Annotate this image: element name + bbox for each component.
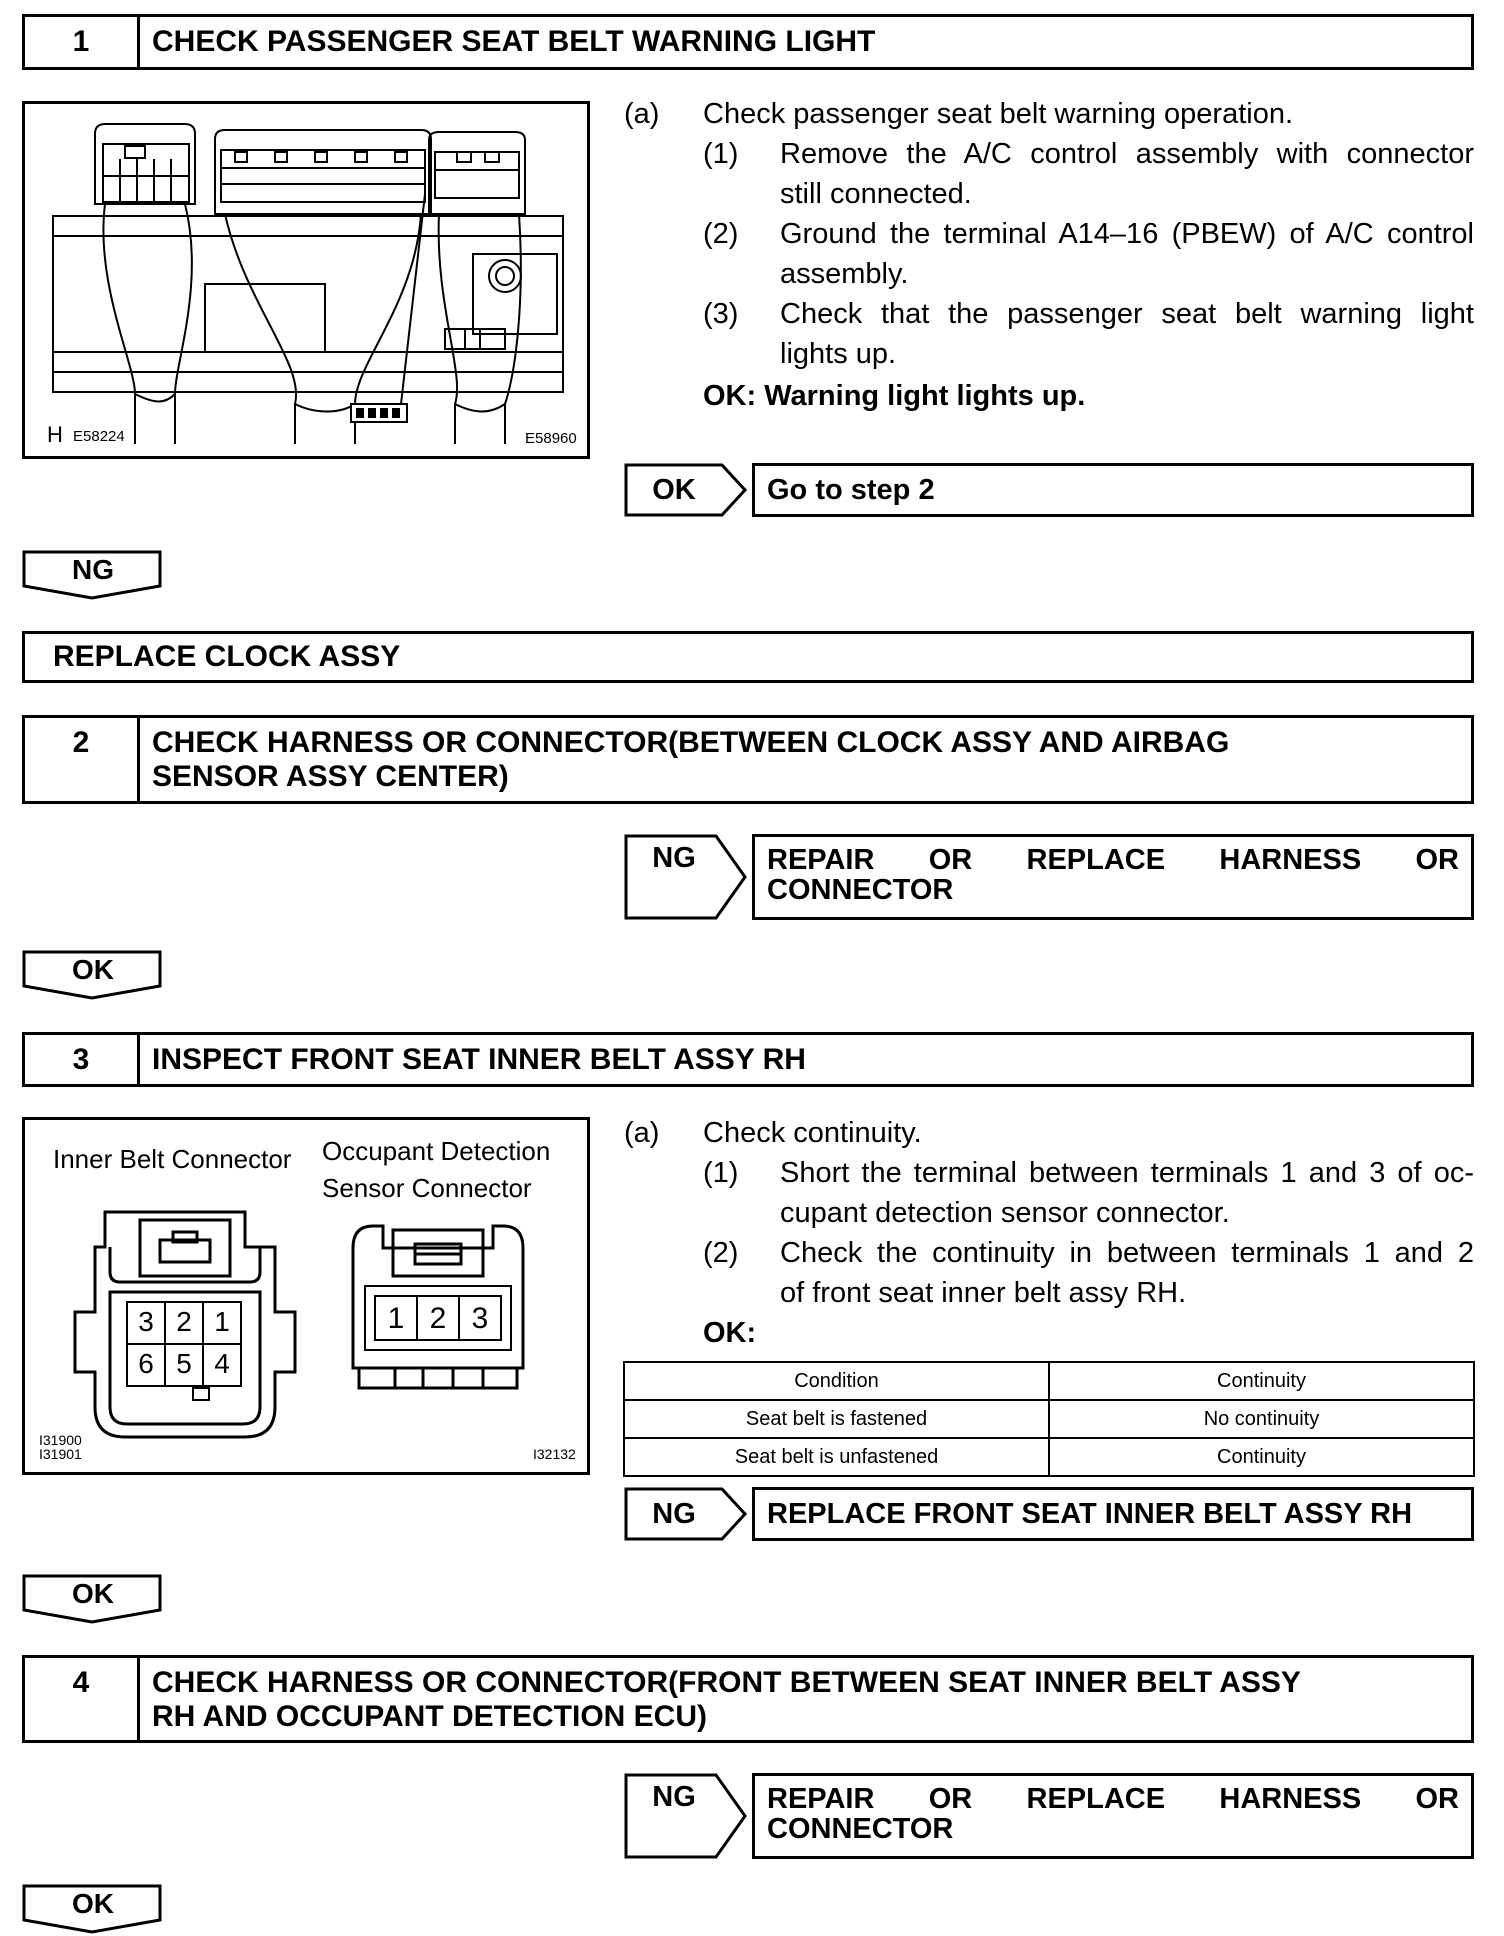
step-1-item-1-label: (1): [703, 138, 739, 170]
step-3-ng-result: [752, 1487, 1474, 1541]
occ-pin: 3: [471, 1302, 489, 1335]
step-title-line-1: CHECK HARNESS OR CONNECTOR(FRONT BETWEEN SEAT INNER BELT ASSY: [152, 1666, 1301, 1699]
step-1-item-1-line-2: still connected.: [780, 178, 972, 210]
result-word: OR: [1415, 844, 1459, 876]
table-cell: No continuity: [1049, 1400, 1474, 1438]
tag-label: NG: [72, 554, 114, 585]
step-title-line-2: RH AND OCCUPANT DETECTION ECU): [152, 1700, 707, 1733]
ac-control-connector-illustration: [25, 104, 587, 456]
step-title-line-1: CHECK HARNESS OR CONNECTOR(BETWEEN CLOCK ASSY AND AIRBAG: [152, 726, 1230, 759]
step-2-header: [22, 715, 1474, 804]
step-3-ok-label: OK:: [703, 1317, 757, 1349]
step-1-item-2-label: (2): [703, 218, 739, 250]
tag-label: NG: [652, 1498, 696, 1530]
occupant-detection-label-line-1: Occupant Detection: [322, 1136, 551, 1166]
step-1-item-2-line-2: assembly.: [780, 258, 909, 290]
step-4-ng-result: [752, 1773, 1474, 1859]
table-cell: Seat belt is unfastened: [624, 1438, 1049, 1476]
step-1-sub-a-label: (a): [624, 98, 660, 130]
step-1-header: [22, 14, 1474, 70]
step-4-header: [22, 1655, 1474, 1743]
occ-pin: 2: [429, 1302, 447, 1335]
step-title: INSPECT FRONT SEAT INNER BELT ASSY RH: [152, 1042, 806, 1076]
inner-pin: 1: [214, 1306, 230, 1337]
inner-pin: 2: [176, 1306, 192, 1337]
replace-clock-assy-text: REPLACE CLOCK ASSY: [53, 640, 401, 673]
step-title: [140, 1658, 1471, 1740]
step-4-ng-arrow-tag: [624, 1773, 748, 1859]
result-line-2: CONNECTOR: [767, 1813, 954, 1845]
step-1-ok-result: [752, 463, 1474, 517]
result-line-1: [767, 845, 1459, 875]
figure-label-h: H: [47, 422, 63, 447]
inner-pin: 5: [176, 1348, 192, 1379]
step-3-sub-a-text: Check continuity.: [703, 1117, 922, 1149]
result-word: REPAIR: [767, 1783, 875, 1815]
step-1-item-2-line-1: Ground the terminal A14–16 (PBEW) of A/C control: [780, 218, 1474, 250]
tag-label: NG: [652, 842, 696, 874]
step-3-item-2-label: (2): [703, 1237, 739, 1269]
step-3-ng-arrow-tag: [624, 1487, 748, 1541]
step-number: 2: [25, 718, 140, 801]
step-1-ng-down-tag: [22, 550, 164, 600]
table-cell: Seat belt is fastened: [624, 1400, 1049, 1438]
step-1-item-3-line-2: lights up.: [780, 338, 897, 370]
step-3-header: [22, 1032, 1474, 1087]
step-1-item-3-line-1: Check that the passenger seat belt warning light: [780, 298, 1474, 330]
step-2-ng-result: [752, 834, 1474, 920]
step-title-line-2: SENSOR ASSY CENTER): [152, 760, 509, 793]
result-word: REPLACE: [1026, 844, 1166, 876]
step-title: [140, 718, 1471, 801]
inner-pin: 3: [138, 1306, 154, 1337]
result-line-2: CONNECTOR: [767, 874, 954, 906]
result-text: Go to step 2: [767, 473, 935, 506]
step-1-ok-arrow-tag: [624, 463, 748, 517]
step-3-item-1-line-1: Short the terminal between terminals 1 and 3 of oc-: [780, 1157, 1474, 1189]
tag-label: OK: [72, 954, 114, 985]
tag-label: OK: [652, 474, 696, 506]
table-header-cell: Continuity: [1049, 1362, 1474, 1400]
result-word: OR: [928, 844, 973, 876]
tag-label: NG: [652, 1781, 696, 1813]
occupant-detection-label-line-2: Sensor Connector: [322, 1173, 532, 1203]
step-3-figure: [22, 1117, 590, 1475]
step-3-item-2-line-1: Check the continuity in between terminals 1 and 2: [780, 1237, 1474, 1269]
step-1-ok-spec: OK: Warning light lights up.: [703, 380, 1086, 412]
inner-pin: 6: [138, 1348, 154, 1379]
step-3-ok-down-tag: [22, 1574, 164, 1624]
step-number: 1: [25, 17, 140, 67]
table-row: [624, 1400, 1474, 1438]
table-row: [624, 1438, 1474, 1476]
result-text: REPLACE FRONT SEAT INNER BELT ASSY RH: [767, 1497, 1413, 1530]
result-word: OR: [928, 1783, 973, 1815]
occ-pin: 1: [387, 1302, 405, 1335]
result-word: REPAIR: [767, 844, 875, 876]
inner-belt-connector-label: Inner Belt Connector: [53, 1144, 292, 1174]
tag-label: OK: [72, 1578, 114, 1609]
step-1-sub-a-text: Check passenger seat belt warning operation.: [703, 98, 1294, 130]
replace-clock-assy-box: [22, 631, 1474, 683]
table-header-row: [624, 1362, 1474, 1400]
table-header-cell: Condition: [624, 1362, 1049, 1400]
continuity-spec-table: [623, 1361, 1475, 1477]
step-3-item-2-line-2: of front seat inner belt assy RH.: [780, 1277, 1187, 1309]
step-2-ng-arrow-tag: [624, 834, 748, 920]
figure-id-1: I31900: [39, 1432, 82, 1448]
figure-id-left: E58224: [73, 428, 125, 445]
step-4-ok-down-tag: [22, 1884, 164, 1934]
step-1-item-3-label: (3): [703, 298, 739, 330]
tag-label: OK: [72, 1888, 114, 1919]
result-word: HARNESS: [1219, 1783, 1362, 1815]
table-cell: Continuity: [1049, 1438, 1474, 1476]
step-2-ok-down-tag: [22, 950, 164, 1000]
inner-pin: 4: [214, 1348, 230, 1379]
step-1-item-1-line-1: Remove the A/C control assembly with connector: [780, 138, 1474, 170]
step-title: CHECK PASSENGER SEAT BELT WARNING LIGHT: [152, 25, 876, 58]
step-3-item-1-label: (1): [703, 1157, 739, 1189]
step-number: 4: [25, 1658, 140, 1740]
step-3-sub-a-label: (a): [624, 1117, 660, 1149]
step-1-figure: [22, 101, 590, 459]
figure-id-3: I32132: [533, 1446, 576, 1462]
result-word: REPLACE: [1026, 1783, 1166, 1815]
figure-id-right: E58960: [525, 430, 577, 447]
step-3-item-1-line-2: cupant detection sensor connector.: [780, 1197, 1230, 1229]
result-word: HARNESS: [1219, 844, 1362, 876]
result-word: OR: [1415, 1783, 1459, 1815]
result-line-1: [767, 1784, 1459, 1814]
step-number: 3: [25, 1035, 140, 1084]
figure-id-2: I31901: [39, 1446, 82, 1462]
